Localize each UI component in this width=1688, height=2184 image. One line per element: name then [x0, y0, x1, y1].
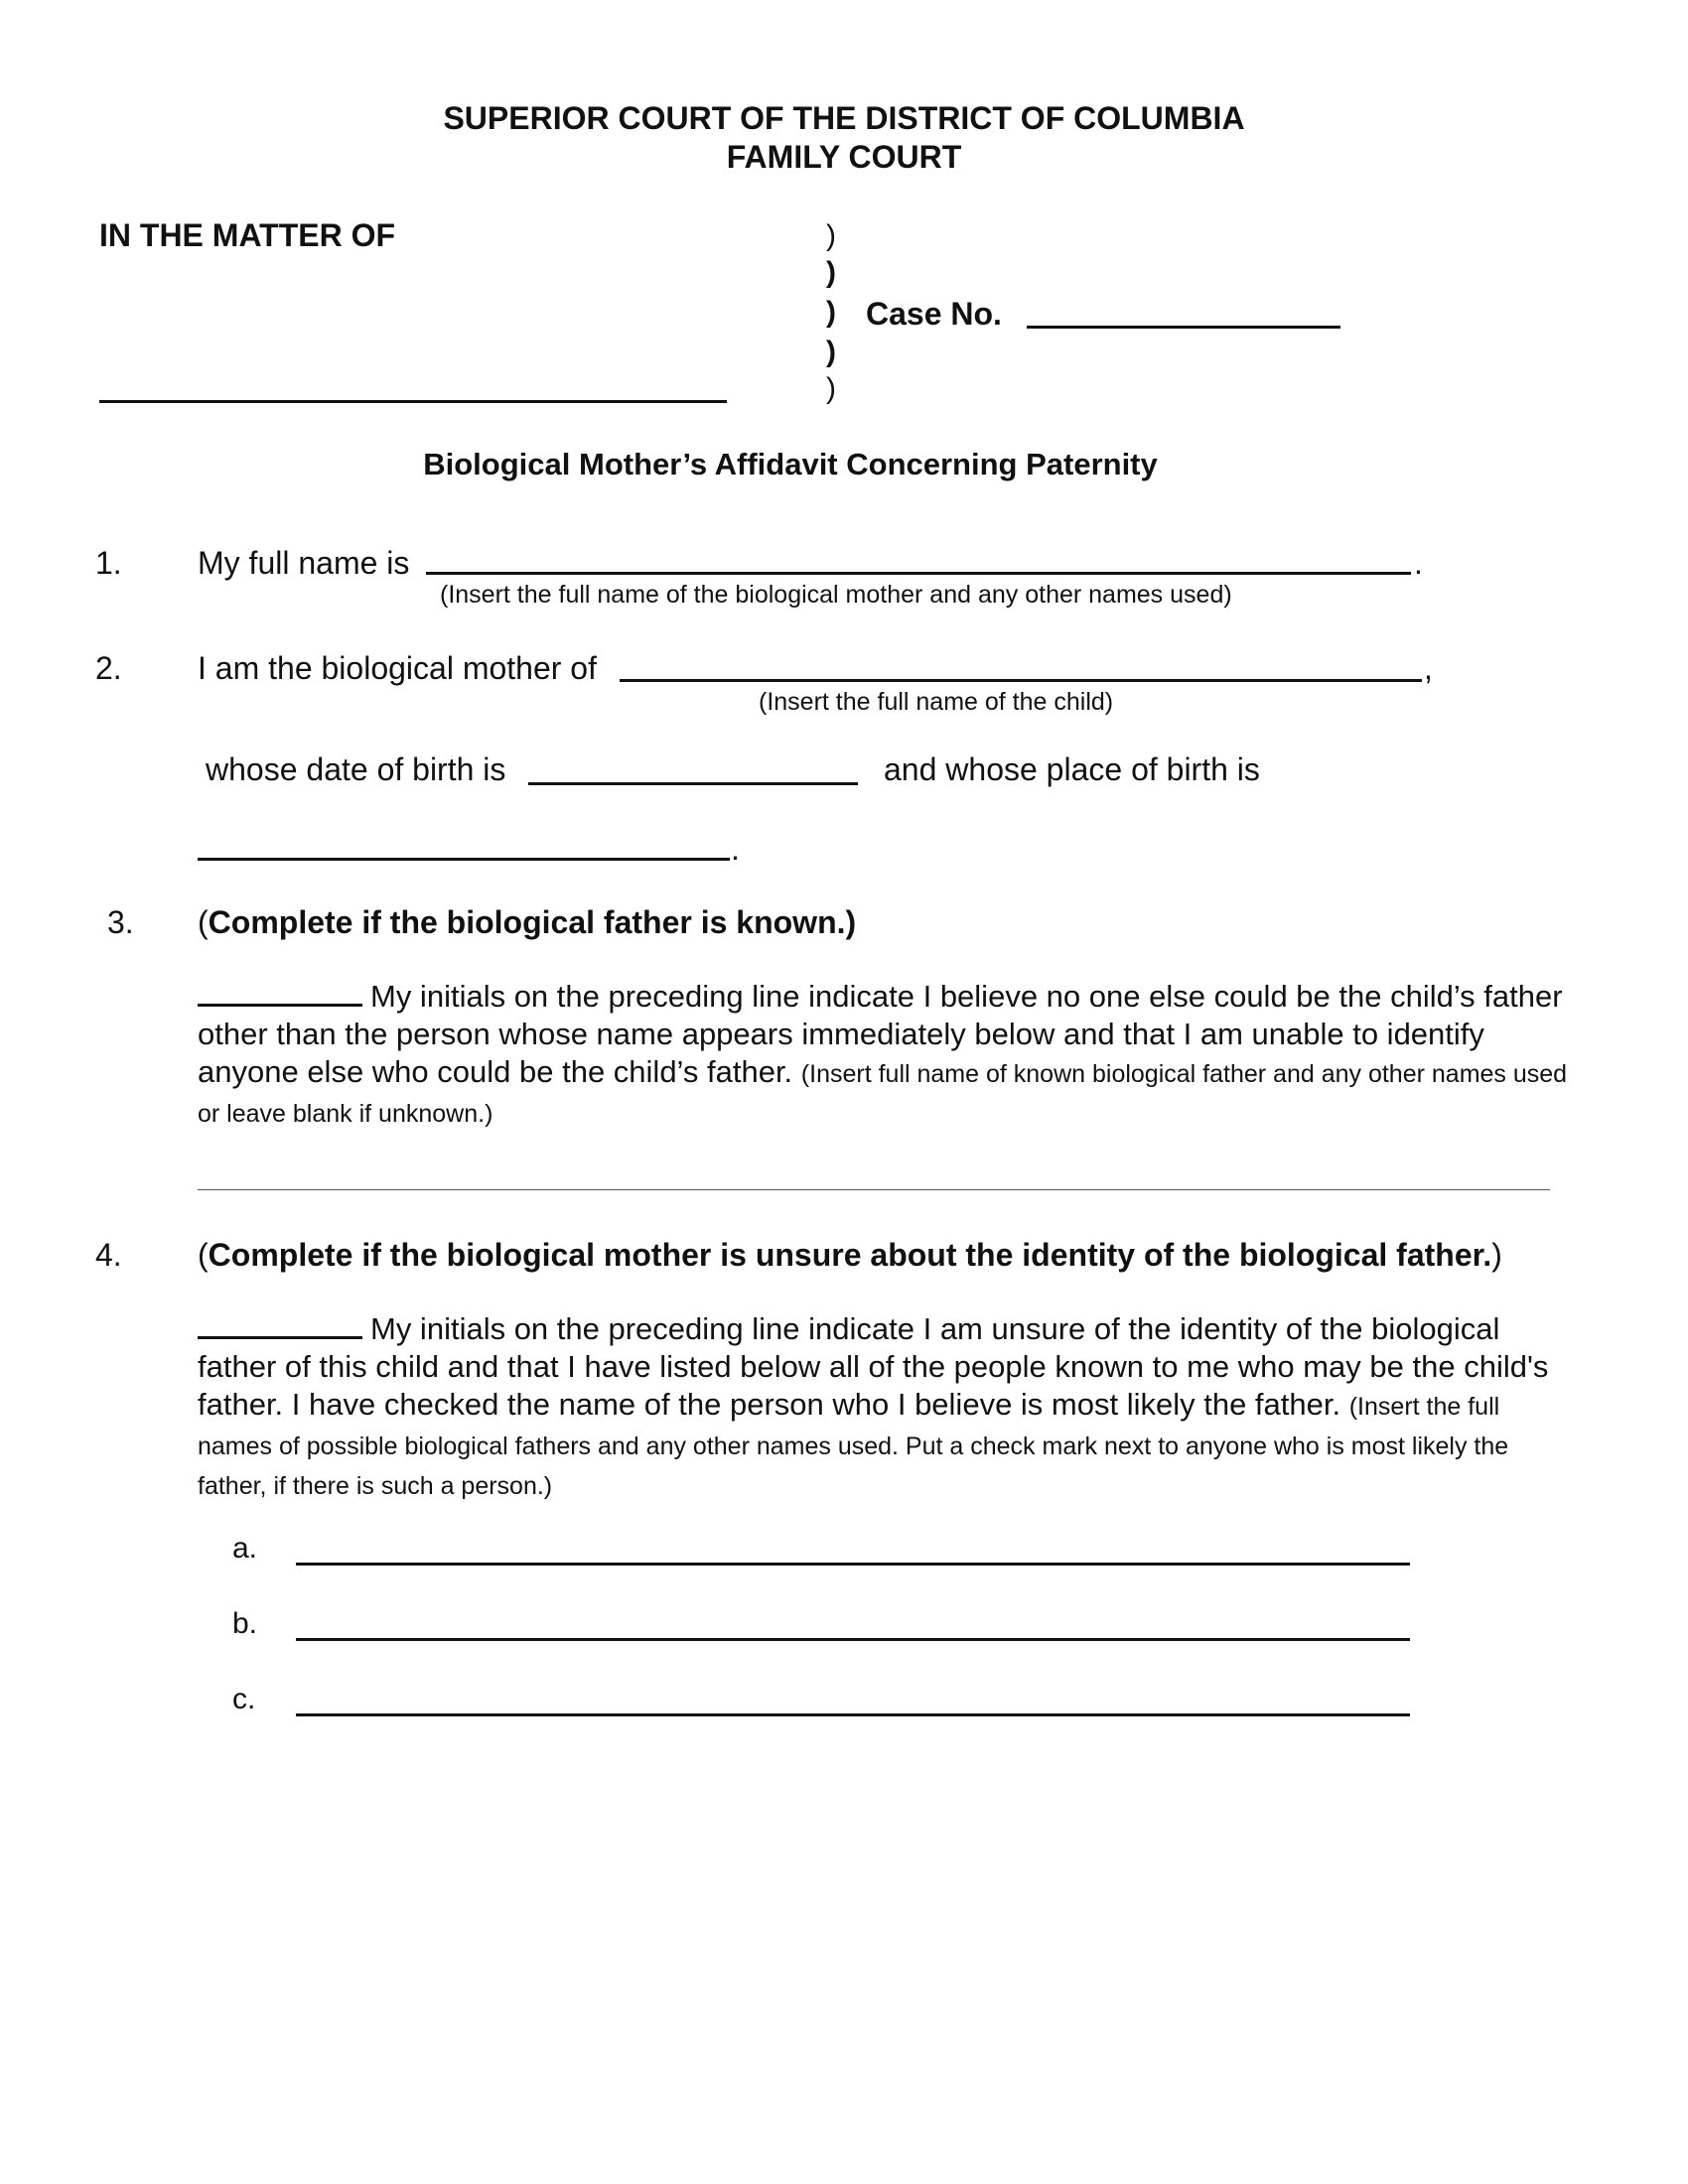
initials-line[interactable] [198, 978, 362, 1007]
item1-text: My full name is [198, 545, 410, 581]
item2-text: I am the biological mother of [198, 650, 597, 686]
possible-father-line-c[interactable] [296, 1713, 1410, 1716]
child-name-line[interactable] [620, 679, 1422, 682]
known-father-name-line[interactable] [198, 1189, 1550, 1190]
item3-body: My initials on the preceding line indicate I believe no one else could be the child’s father other than the person whose name appears immediately below and that I am unable to identify anyone else who could be the child’s father. (Insert full name of known biological father and any other names used or leave blank if unknown.) [198, 979, 1568, 1128]
item2-hint: (Insert the full name of the child) [759, 688, 1114, 716]
item1-period: . [1414, 545, 1423, 581]
option-letter: a. [232, 1532, 258, 1565]
item-number: 2. [95, 650, 122, 686]
caption-paren: ) [826, 372, 836, 405]
caption-paren: ) [826, 336, 836, 368]
initials-line[interactable] [198, 1310, 362, 1339]
item-number: 3. [107, 904, 134, 940]
case-no-label: Case No. [866, 296, 1002, 332]
item4-body: My initials on the preceding line indicate I am unsure of the identity of the biological father of this child and that I have listed below all of the people known to me who may be the child's father. I have checked the name of the person who I believe is most likely the father. (Insert the full names of possible biological fathers and any other names used. Put a check mark next to anyone who is most likely the father, if there is such a person.) [198, 1311, 1549, 1500]
item3-heading: (Complete if the biological father is known.) [198, 904, 857, 940]
caption-paren: ) [826, 219, 836, 252]
item4-heading: (Complete if the biological mother is unsure about the identity of the biological father.) [198, 1237, 1502, 1273]
item-number: 1. [95, 545, 122, 581]
pob-line[interactable] [198, 858, 730, 861]
dob-label: whose date of birth is [206, 751, 506, 787]
case-no-line[interactable] [1027, 326, 1340, 329]
item2-comma: , [1424, 650, 1433, 686]
party-name-line[interactable] [99, 400, 727, 403]
document-title: Biological Mother’s Affidavit Concerning Paternity [423, 447, 1158, 481]
option-letter: c. [232, 1683, 256, 1715]
item1-hint: (Insert the full name of the biological mother and any other names used) [440, 581, 1232, 609]
possible-father-line-b[interactable] [296, 1638, 1410, 1641]
possible-father-line-a[interactable] [296, 1563, 1410, 1566]
caption-paren: ) [826, 296, 836, 329]
pob-period: . [731, 831, 740, 867]
court-name: SUPERIOR COURT OF THE DISTRICT OF COLUMBIA [443, 100, 1245, 136]
pob-label: and whose place of birth is [884, 751, 1260, 787]
caption-paren: ) [826, 256, 836, 289]
dob-line[interactable] [528, 782, 858, 785]
matter-label: IN THE MATTER OF [99, 217, 396, 253]
court-division: FAMILY COURT [726, 139, 962, 175]
item-number: 4. [95, 1237, 122, 1273]
option-letter: b. [232, 1607, 258, 1640]
mother-name-line[interactable] [426, 572, 1411, 575]
